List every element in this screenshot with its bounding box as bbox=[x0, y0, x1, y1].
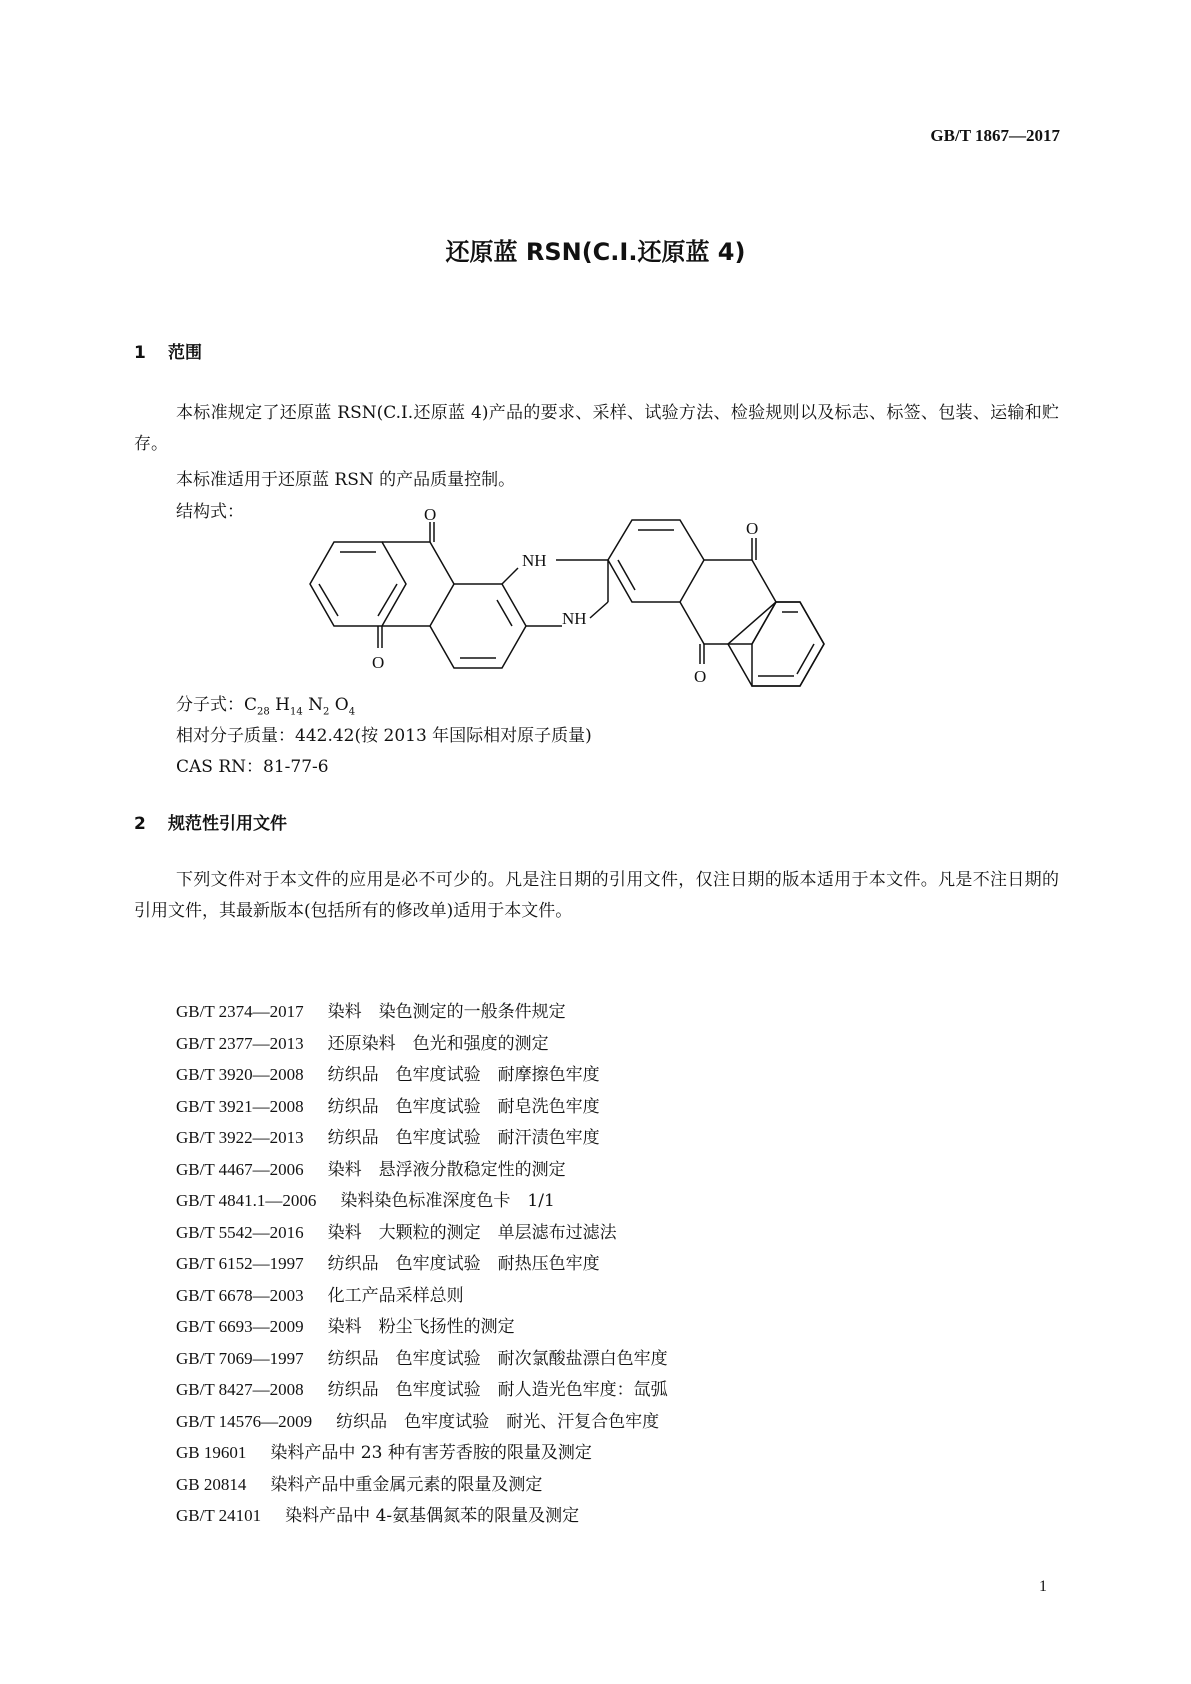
reference-item bbox=[176, 1406, 668, 1438]
reference-item bbox=[176, 1248, 668, 1280]
reference-item bbox=[176, 1280, 668, 1312]
reference-code: GB/T 2377—2013 bbox=[176, 1033, 304, 1053]
reference-title: 染料 悬浮液分散稳定性的测定 bbox=[327, 1159, 566, 1180]
reference-title: 染料产品中 23 种有害芳香胺的限量及测定 bbox=[270, 1443, 592, 1463]
reference-item bbox=[176, 1437, 668, 1469]
structure-label: 结构式： bbox=[176, 502, 244, 522]
reference-item bbox=[176, 1154, 668, 1186]
nh-label: NH bbox=[522, 551, 547, 570]
section-number: 1 bbox=[134, 343, 146, 363]
reference-code: GB/T 24101 bbox=[176, 1506, 262, 1525]
formula-count: 14 bbox=[289, 706, 303, 718]
reference-item bbox=[176, 1217, 668, 1249]
normative-references-intro: 下列文件对于本文件的应用是必不可少的。凡是注日期的引用文件，仅注日期的版本适用于本文件。凡是不注日期的引用文件，其最新版本(包括所有的修改单)适用于本文件。 bbox=[134, 870, 1059, 921]
formula-count: 28 bbox=[257, 706, 270, 718]
section-number: 2 bbox=[134, 814, 146, 834]
section-2-heading bbox=[134, 809, 287, 834]
reference-title: 染料产品中 4-氨基偶氮苯的限量及测定 bbox=[285, 1506, 580, 1526]
oxygen-label: O bbox=[372, 653, 385, 672]
reference-code: GB/T 5542—2016 bbox=[176, 1222, 304, 1242]
reference-title: 染料染色标准深度色卡 1/1 bbox=[340, 1191, 555, 1211]
reference-code: GB/T 3922—2013 bbox=[176, 1128, 304, 1147]
reference-item bbox=[176, 1028, 668, 1060]
reference-item bbox=[176, 1059, 668, 1091]
left-benzene-ring bbox=[310, 542, 406, 626]
formula-count: 4 bbox=[348, 706, 356, 718]
reference-title: 纺织品 色牢度试验 耐摩擦色牢度 bbox=[327, 1065, 600, 1085]
reference-item bbox=[176, 1500, 668, 1532]
scope-paragraph: 本标准规定了还原蓝 RSN(C.I.还原蓝 4)产品的要求、采样、试验方法、检验规则以及标志、标签、包装、运输和贮存。 bbox=[134, 403, 1059, 454]
reference-code: GB/T 6678—2003 bbox=[176, 1285, 304, 1305]
reference-item bbox=[176, 1343, 668, 1375]
reference-code: GB/T 6693—2009 bbox=[176, 1317, 304, 1336]
reference-title: 纺织品 色牢度试验 耐人造光色牢度：氙弧 bbox=[327, 1380, 668, 1400]
reference-title: 纺织品 色牢度试验 耐光、汗复合色牢度 bbox=[336, 1411, 660, 1432]
reference-code: GB/T 4467—2006 bbox=[176, 1159, 304, 1179]
reference-item bbox=[176, 1122, 668, 1154]
oxygen-label: O bbox=[746, 519, 759, 538]
reference-title: 染料 大颗粒的测定 单层滤布过滤法 bbox=[327, 1222, 617, 1243]
molecular-mass: 相对分子质量：442.42(按 2013 年国际相对原子质量) bbox=[176, 726, 592, 746]
reference-title: 纺织品 色牢度试验 耐次氯酸盐漂白色牢度 bbox=[327, 1348, 668, 1369]
reference-title: 纺织品 色牢度试验 耐汗渍色牢度 bbox=[327, 1128, 600, 1148]
reference-title: 纺织品 色牢度试验 耐皂洗色牢度 bbox=[327, 1096, 600, 1117]
molecular-formula bbox=[176, 690, 355, 717]
reference-item bbox=[176, 1374, 668, 1406]
formula-element: C bbox=[244, 695, 258, 715]
left-quinone-ring bbox=[382, 542, 454, 626]
oxygen-label: O bbox=[694, 667, 707, 686]
reference-code: GB/T 3921—2008 bbox=[176, 1096, 304, 1116]
reference-item bbox=[176, 1185, 668, 1217]
section-title: 范围 bbox=[168, 343, 202, 363]
scope-applicability: 本标准适用于还原蓝 RSN 的产品质量控制。 bbox=[176, 470, 516, 490]
reference-code: GB/T 7069—1997 bbox=[176, 1348, 304, 1368]
section-1-heading bbox=[134, 338, 202, 363]
cas-number: CAS RN：81-77-6 bbox=[176, 757, 329, 777]
formula-label: 分子式： bbox=[176, 695, 244, 715]
reference-title: 化工产品采样总则 bbox=[327, 1285, 464, 1306]
reference-code: GB/T 6152—1997 bbox=[176, 1254, 304, 1273]
reference-code: GB/T 4841.1—2006 bbox=[176, 1191, 317, 1210]
reference-title: 纺织品 色牢度试验 耐热压色牢度 bbox=[327, 1254, 600, 1274]
reference-code: GB 19601 bbox=[176, 1443, 247, 1462]
formula-element: N bbox=[308, 695, 323, 715]
formula-element: H bbox=[275, 695, 290, 715]
page-number: 1 bbox=[1039, 1578, 1047, 1595]
reference-code: GB/T 2374—2017 bbox=[176, 1002, 304, 1021]
reference-code: GB/T 14576—2009 bbox=[176, 1411, 313, 1431]
reference-code: GB 20814 bbox=[176, 1474, 247, 1494]
nh-label: NH bbox=[562, 609, 587, 628]
reference-code: GB/T 8427—2008 bbox=[176, 1380, 304, 1399]
formula-count: 2 bbox=[323, 706, 330, 718]
standard-number: GB/T 1867—2017 bbox=[930, 126, 1060, 145]
reference-title: 染料产品中重金属元素的限量及测定 bbox=[270, 1474, 543, 1495]
oxygen-label: O bbox=[424, 505, 437, 524]
reference-item bbox=[176, 996, 668, 1028]
reference-title: 染料 粉尘飞扬性的测定 bbox=[327, 1317, 515, 1337]
reference-code: GB/T 3920—2008 bbox=[176, 1065, 304, 1084]
reference-title: 还原染料 色光和强度的测定 bbox=[327, 1033, 549, 1054]
reference-item bbox=[176, 1311, 668, 1343]
reference-item bbox=[176, 1091, 668, 1123]
section-title: 规范性引用文件 bbox=[168, 814, 287, 834]
reference-list bbox=[176, 996, 668, 1532]
reference-title: 染料 染色测定的一般条件规定 bbox=[327, 1002, 566, 1022]
formula-element: O bbox=[334, 695, 349, 715]
right-quinone-ring bbox=[680, 560, 776, 644]
document-title: 还原蓝 RSN(C.I.还原蓝 4) bbox=[445, 238, 746, 266]
right-amino-ring bbox=[608, 520, 704, 602]
reference-item bbox=[176, 1469, 668, 1501]
structural-formula-diagram bbox=[300, 505, 890, 735]
